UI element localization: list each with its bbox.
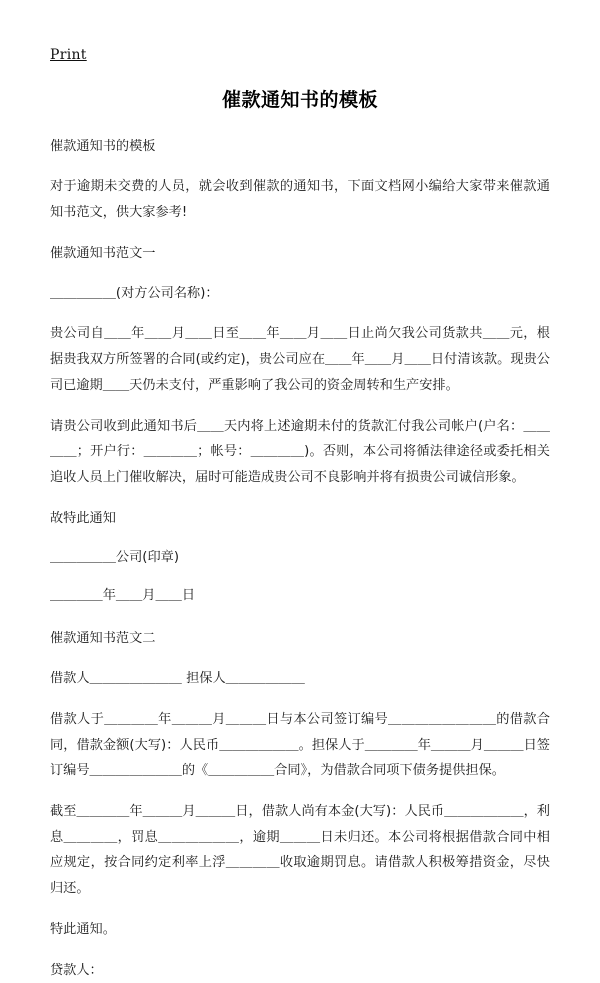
print-button[interactable]: Print (50, 47, 87, 63)
sample-two-heading: 催款通知书范文二 (50, 630, 156, 646)
addressee-line: ＿＿＿＿＿(对方公司名称)： (50, 285, 219, 301)
closing-notice: 特此通知。 (50, 921, 116, 937)
lender-line: 贷款人： (50, 962, 103, 978)
sample-one-heading: 催款通知书范文一 (50, 245, 156, 261)
borrower-guarantor-line: 借款人＿＿＿＿＿＿＿ 担保人＿＿＿＿＿＿ (50, 671, 305, 687)
signature-date-line: ＿＿＿＿年＿＿月＿＿日 (50, 588, 196, 604)
body-paragraph-4: 借款人于＿＿＿＿年＿＿＿月＿＿＿日与本公司签订编号＿＿＿＿＿＿＿＿的借款合同，借款金额(大写)：人民币＿＿＿＿＿＿。担保人于＿＿＿＿年＿＿＿月＿＿＿日签订编号＿＿＿＿＿＿＿的《＿＿＿＿＿合同》，为借款合同项下债务提供担保。 (50, 711, 550, 779)
signature-company-line: ＿＿＿＿＿公司(印章) (50, 549, 179, 565)
section-heading-repeat: 催款通知书的模板 (50, 139, 156, 154)
body-paragraph-1: 贵公司自＿＿年＿＿月＿＿日至＿＿年＿＿月＿＿日止尚欠我公司货款共＿＿元，根据贵我双方所签署的合同(或约定)，贵公司应在＿＿年＿＿月＿＿日付清该款。现贵公司已逾期＿＿天仍未支付，严重影响了我公司的资金周转和生产安排。 (50, 326, 550, 393)
intro-paragraph: 对于逾期未交费的人员，就会收到催款的通知书，下面文档网小编给大家带来催款通知书范文，供大家参考! (50, 179, 550, 220)
page-title: 催款通知书的模板 (221, 89, 378, 111)
body-paragraph-5: 截至＿＿＿＿年＿＿＿月＿＿＿日，借款人尚有本金(大写)：人民币＿＿＿＿＿＿，利息＿＿＿＿，罚息＿＿＿＿＿＿，逾期＿＿＿日未归还。本公司将根据借款合同中相应规定，按合同约定利率上浮＿＿＿＿收取逾期罚息。请借款人积极筹措资金，尽快归还。 (50, 803, 550, 897)
notice-statement: 故特此通知 (50, 510, 116, 526)
body-paragraph-2: 请贵公司收到此通知书后＿＿天内将上述逾期未付的货款汇付我公司帐户(户名：＿＿＿＿；开户行：＿＿＿＿；帐号：＿＿＿＿)。否则，本公司将循法律途径或委托相关追收人员上门催收解决，届时可能造成贵公司不良影响并将有损贵公司诚信形象。 (50, 418, 550, 486)
